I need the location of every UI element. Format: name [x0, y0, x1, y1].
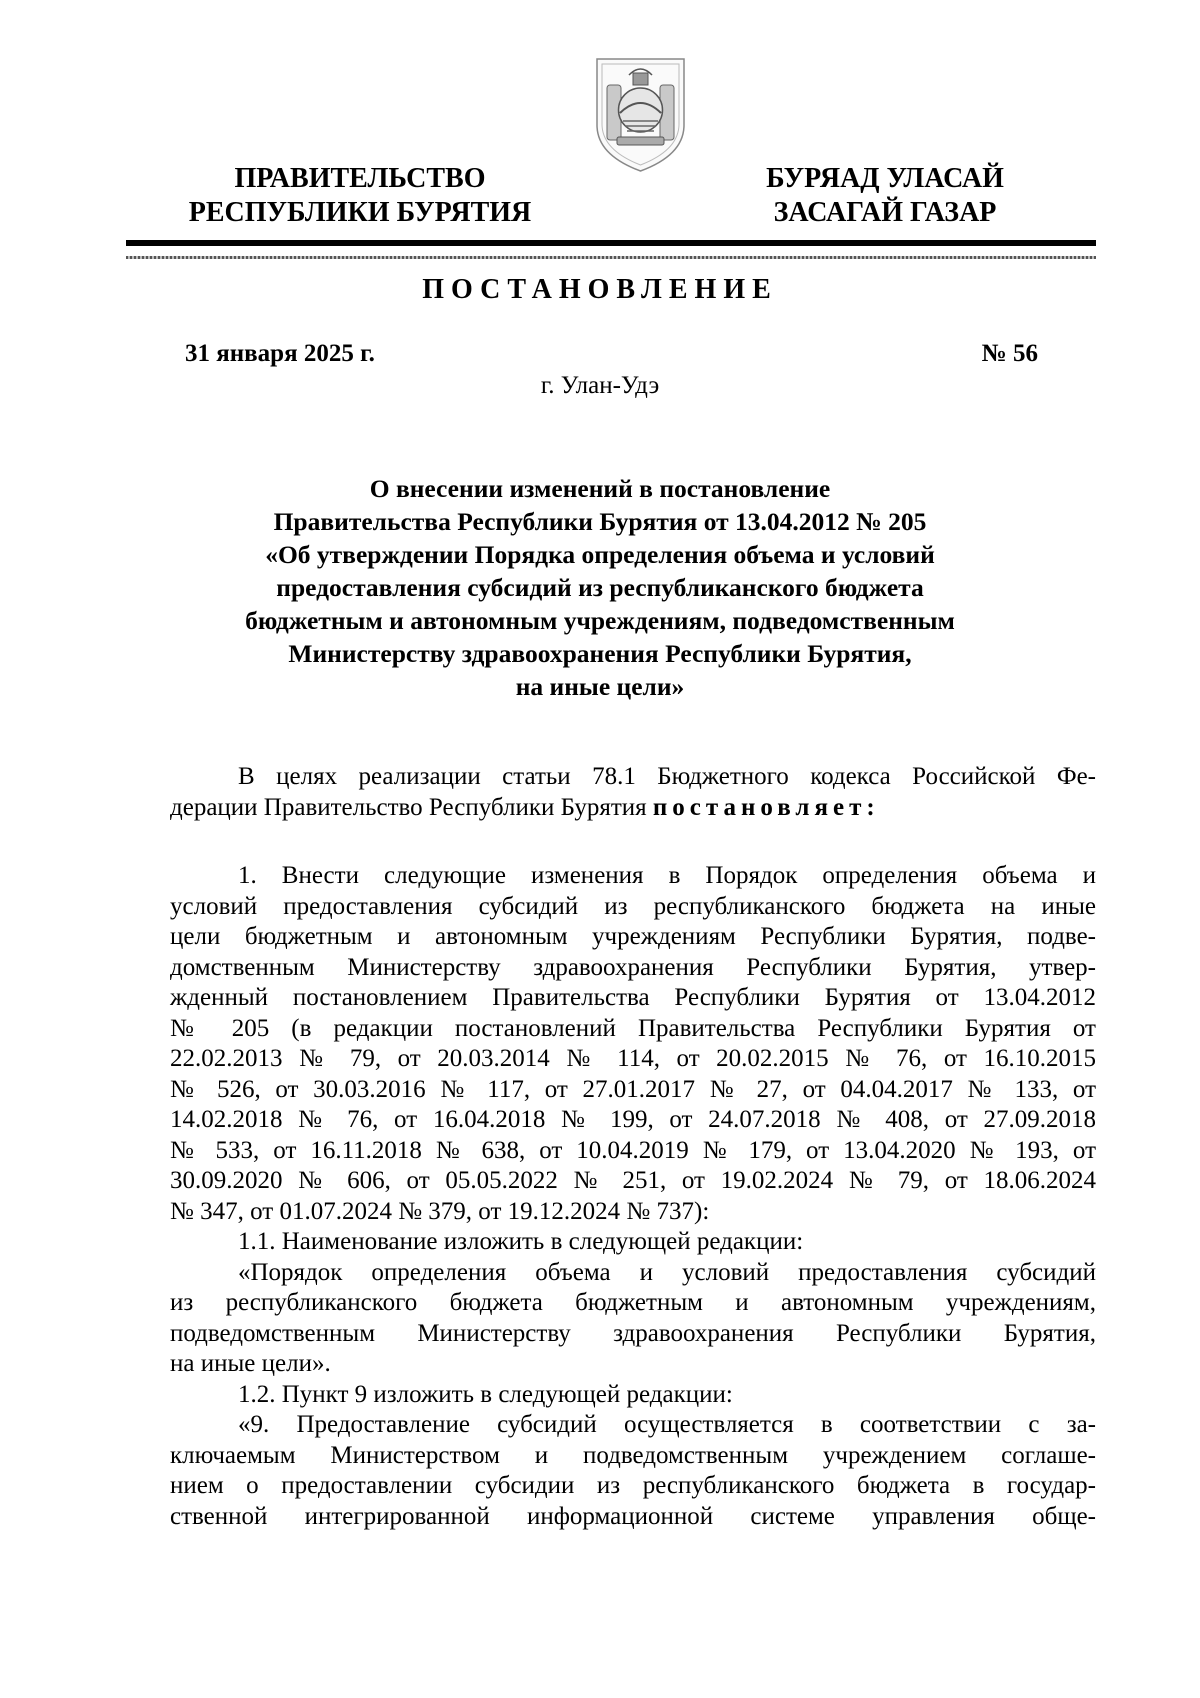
title-line: О внесении изменений в постановление [369, 474, 831, 503]
body-line: № 533, от 16.11.2018 № 638, от 10.04.2019 № 179, от 13.04.2020 № 193, от [170, 1136, 1096, 1164]
org-line: РЕСПУБЛИКИ БУРЯТИЯ [188, 197, 532, 228]
document-date: 31 января 2025 г. [185, 340, 375, 367]
body-line: «Порядок определения объема и условий предоставления субсидий [238, 1258, 1096, 1286]
body-line: 1.2. Пункт 9 изложить в следующей редакции: [238, 1380, 733, 1408]
document-type: ПОСТАНОВЛЕНИЕ [422, 274, 778, 305]
body-line: ственной интегрированной информационной системе управления обще- [170, 1502, 1096, 1530]
item-1-paragraph [170, 861, 1096, 1227]
preamble-text: дерации Правительство Республики Бурятия [170, 793, 653, 821]
title-line: Министерству здравоохранения Республики Бурятия, [288, 639, 912, 668]
body-line: условий предоставления субсидий из республиканского бюджета на иные [170, 892, 1096, 920]
item-1-1-paragraph [170, 1227, 1096, 1258]
body-line: 22.02.2013 № 79, от 20.03.2014 № 114, от 20.02.2015 № 76, от 16.10.2015 [170, 1045, 1096, 1072]
body-line: из республиканского бюджета бюджетным и автономным учреждениям, [170, 1289, 1096, 1316]
body-line: № 205 (в редакции постановлений Правительства Республики Бурятия от [170, 1014, 1096, 1042]
body-line: 1.1. Наименование изложить в следующей редакции: [238, 1228, 804, 1255]
body-line: нием о предоставлении субсидии из республиканского бюджета в государ- [170, 1472, 1096, 1499]
body-line: жденный постановлением Правительства Республики Бурятия от 13.04.2012 [170, 984, 1096, 1011]
title-line: на иные цели» [515, 672, 685, 701]
body-line: цели бюджетным и автономным учреждениям Республики Бурятия, подве- [170, 923, 1096, 950]
org-line: ЗАСАГАЙ ГАЗАР [773, 197, 997, 228]
body-line: № 347, от 01.07.2024 № 379, от 19.12.2024 № 737): [170, 1197, 710, 1225]
item-1-2-quote [170, 1410, 1096, 1532]
item-1-2-paragraph [170, 1380, 1096, 1411]
title-line: предоставления субсидий из республиканского бюджета [276, 573, 924, 602]
body-line: домственным Министерству здравоохранения Республики Бурятия, утвер- [170, 953, 1096, 981]
body-line: ключаемым Министерством и подведомственным учреждением соглаше- [170, 1441, 1096, 1469]
body-line: «9. Предоставление субсидий осуществляется в соответствии с за- [238, 1411, 1096, 1438]
body-line [170, 793, 1096, 824]
preamble-paragraph [170, 762, 1096, 823]
body-line: подведомственным Министерству здравоохранения Республики Бурятия, [170, 1319, 1096, 1347]
body-line: 30.09.2020 № 606, от 05.05.2022 № 251, от 19.02.2024 № 79, от 18.06.2024 [170, 1167, 1096, 1194]
header-rule-thin [126, 256, 1096, 259]
document-title [150, 472, 1050, 703]
document-body [170, 762, 1096, 1532]
government-name-ru [180, 162, 540, 230]
org-line: БУРЯАД УЛАСАЙ [766, 163, 1004, 194]
document-city: г. Улан-Удэ [540, 372, 660, 399]
body-line: № 526, от 30.03.2016 № 117, от 27.01.2017 № 27, от 04.04.2017 № 133, от [170, 1075, 1096, 1103]
header-rule-thick [126, 240, 1096, 246]
body-line: 1. Внести следующие изменения в Порядок определения объема и [238, 862, 1096, 889]
body-line: В целях реализации статьи 78.1 Бюджетного кодекса Российской Фе- [238, 763, 1096, 790]
org-line: ПРАВИТЕЛЬСТВО [234, 163, 486, 194]
body-line: 14.02.2018 № 76, от 16.04.2018 № 199, от 24.07.2018 № 408, от 27.09.2018 [170, 1106, 1096, 1133]
government-name-bua [735, 162, 1035, 230]
item-1-1-quote [170, 1258, 1096, 1380]
document-number: № 56 [981, 340, 1038, 367]
title-line: бюджетным и автономным учреждениям, подведомственным [245, 606, 955, 635]
title-line: «Об утверждении Порядка определения объема и условий [265, 540, 935, 569]
title-line: Правительства Республики Бурятия от 13.04.2012 № 205 [273, 507, 927, 536]
coat-of-arms-icon [593, 55, 688, 175]
body-line: на иные цели». [170, 1350, 331, 1377]
resolves-keyword: постановляет: [652, 793, 880, 821]
